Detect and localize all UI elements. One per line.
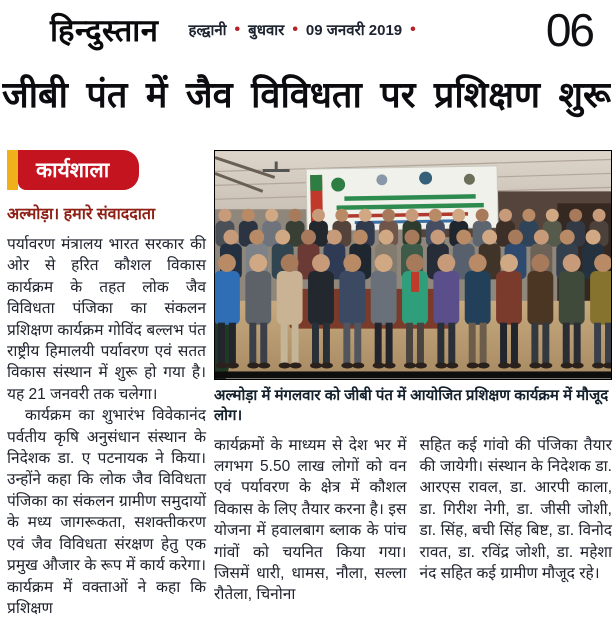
page-number: 06	[545, 4, 593, 56]
newspaper-masthead: हिन्दुस्तान	[50, 13, 159, 48]
photo-bottom-strip	[215, 371, 611, 378]
bullet-separator-icon: •	[410, 21, 416, 38]
edition-line	[189, 20, 416, 40]
page-header	[0, 0, 613, 56]
left-column	[2, 134, 206, 619]
article-text-left	[7, 234, 206, 619]
section-label: कार्यशाला	[18, 150, 139, 190]
byline: अल्मोड़ा। हमारे संवाददाता	[7, 206, 156, 223]
edition-day: बुधवार	[248, 22, 285, 39]
photo-caption: अल्मोड़ा में मंगलवार को जीबी पंत में आयोजित प्रशिक्षण कार्यक्रम में मौजूद लोग।	[214, 387, 609, 425]
article-text-columns	[214, 435, 612, 606]
bullet-separator-icon: •	[292, 21, 298, 38]
paragraph: पर्यावरण मंत्रालय भारत सरकार की ओर से हरित कौशल विकास कार्यक्रम के तहत लोक जैव विविधता पंजिका का संकलन प्रशिक्षण कार्यक्रम गोविंद बल्लभ पंत राष्ट्रीय हिमालयी पर्यावरण एवं सतत विकास संस्थान में शुरू हो गया है। यह 21 जनवरी तक चलेगा।	[7, 236, 206, 403]
news-photo	[214, 150, 612, 380]
paragraph: कार्यक्रमों के माध्यम से देश भर में लगभग 5.50 लाख लोगों को वन एवं पर्यावरण के क्षेत्र में कौशल विकास के लिए तैयार करना है। इस योजना में हवालबाग ब्लाक के पांच गांवों को चयनित किया गया। जिसमें धारी, धामस, नौला, सल्ला रौतेला, चिनोना	[214, 436, 407, 604]
section-label-row	[7, 150, 206, 190]
section-label-accent-bar	[7, 150, 18, 190]
bullet-separator-icon: •	[234, 21, 241, 38]
event-banner	[306, 166, 498, 231]
article-headline: जीबी पंत में जैव विविधता पर प्रशिक्षण शुरू	[2, 74, 611, 115]
paragraph: कार्यक्रम का शुभारंभ विवेकानंद पर्वतीय कृषि अनुसंधान संस्थान के निदेशक डा. ए पटनायक ने किया। उन्होंने कहा कि लोक जैव विविधता पंजिका का संकलन ग्रामीण समुदायों के मध्य जागरूकता, सशक्तीकरण एवं जैव विविधता संरक्षण हेतु एक प्रमुख औजार के रूप में कार्य करेगा। कार्यक्रम में वक्ताओं ने कहा कि प्रशिक्षण	[7, 407, 206, 617]
edition-city: हल्द्वानी	[188, 22, 227, 39]
paragraph: सहित कई गांवो की पंजिका तैयार की जायेगी। संस्थान के निदेशक डा. आरएस रावल, डा. आरपी काला, डा. गिरीश नेगी, डा. जीसी जोशी, डा. सिंह, बची सिंह बिष्ट, डा. विनोद रावत, डा. रविंद्र जोशी, डा. महेशा नंद सहित कई ग्रामीण मौजूद रहे।	[419, 436, 612, 582]
edition-date: 09 जनवरी 2019	[305, 22, 403, 39]
right-area	[214, 134, 612, 619]
news-photo-illustration	[215, 151, 611, 379]
article-content	[0, 134, 613, 619]
